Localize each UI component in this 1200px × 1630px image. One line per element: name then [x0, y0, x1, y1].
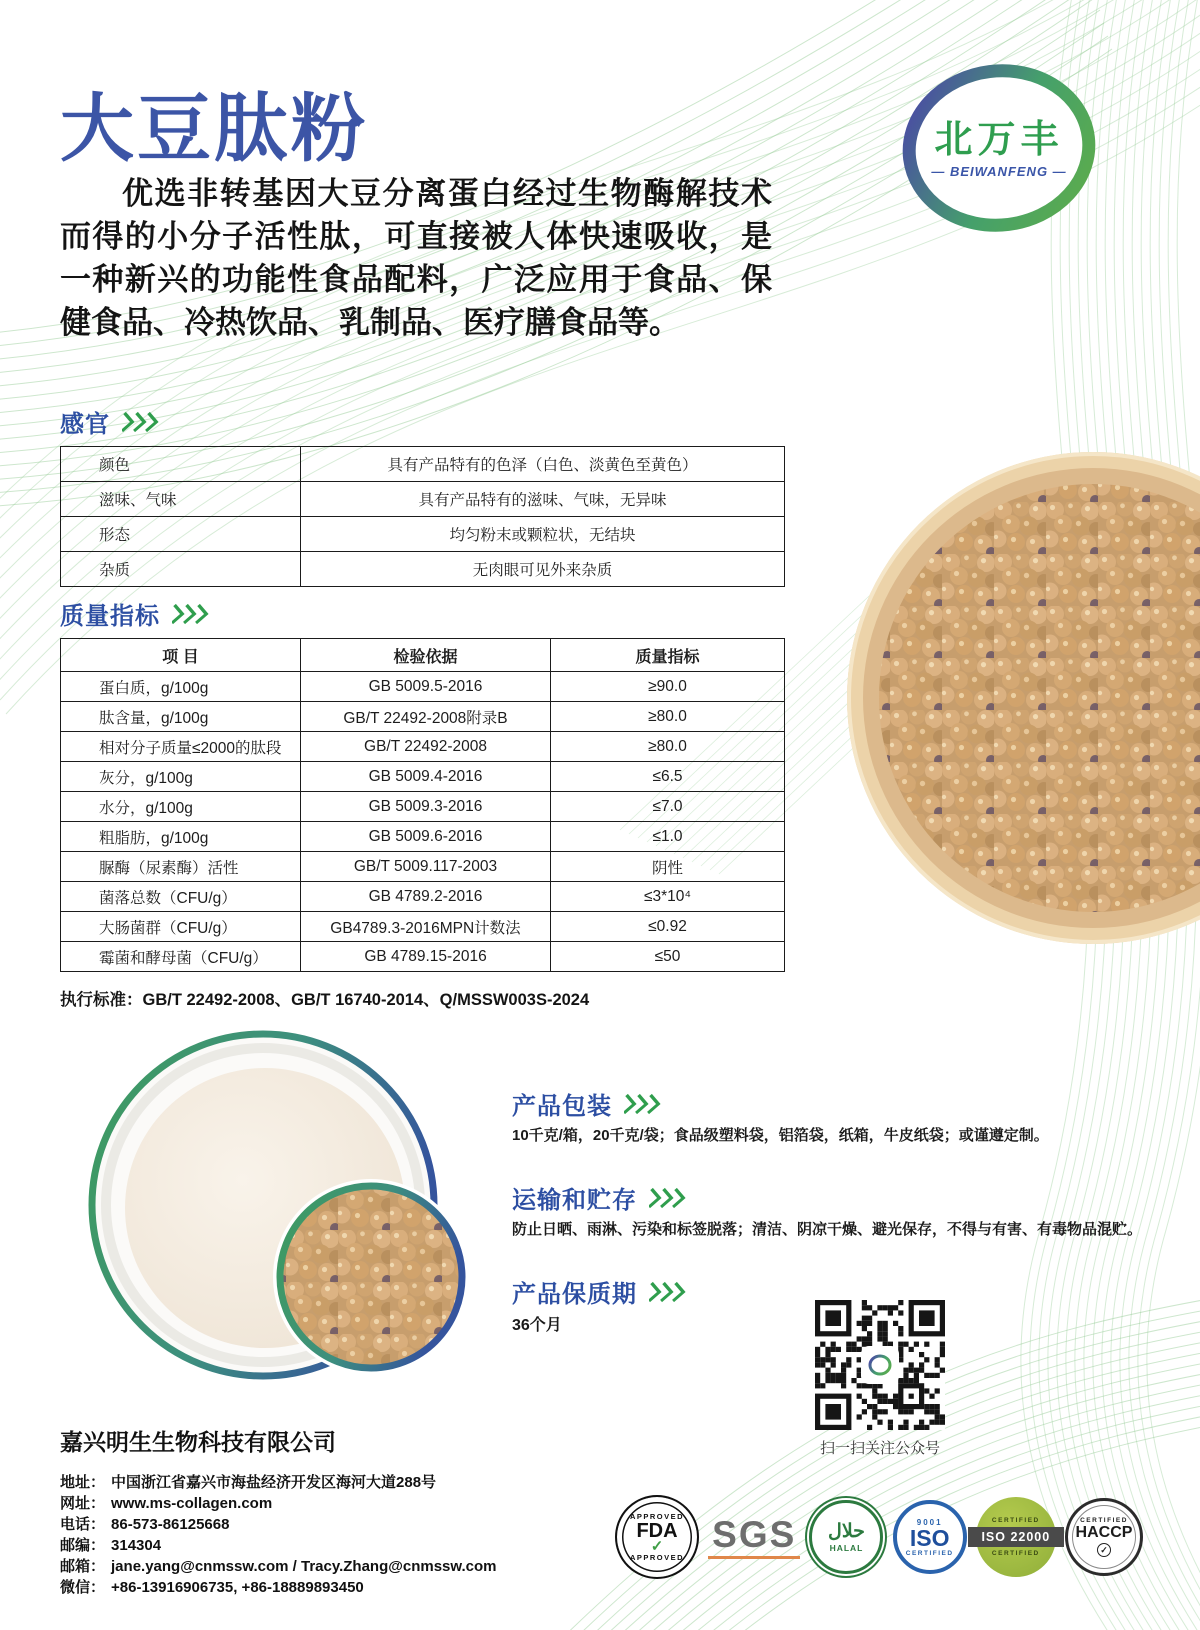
intro-paragraph: 优选非转基因大豆分离蛋白经过生物酶解技术而得的小分子活性肽，可直接被人体快速吸收，是一种新兴的功能性食品配料，广泛应用于食品、保健食品、冷热饮品、乳制品、医疗膳食品等。 [60, 176, 772, 340]
cell-spec: ≤3*10⁴ [551, 882, 785, 912]
table-row [61, 792, 785, 822]
triple-chevron-icon [649, 1186, 689, 1210]
cell-basis: GB 5009.3-2016 [301, 792, 551, 822]
triple-chevron-icon [624, 1092, 664, 1116]
table-row [61, 942, 785, 972]
qr-caption: 扫一扫关注公众号 [819, 1440, 940, 1457]
packaging-body: 10千克/箱，20千克/袋；食品级塑料袋，铝箔袋，纸箱，牛皮纸袋；或谨遵定制。 [512, 1127, 1049, 1144]
col-header: 检验依据 [301, 639, 551, 672]
cell-spec: ≥80.0 [551, 702, 785, 732]
cell-basis: GB 4789.2-2016 [301, 882, 551, 912]
cell-item: 颜色 [61, 447, 301, 482]
cell-basis: GB 5009.4-2016 [301, 762, 551, 792]
cell-basis: GB 5009.6-2016 [301, 822, 551, 852]
col-header: 质量指标 [551, 639, 785, 672]
cell-item: 霉菌和酵母菌（CFU/g） [61, 942, 301, 972]
cell-item: 形态 [61, 517, 301, 552]
company-field-postcode: 邮编： 314304 [60, 1537, 162, 1554]
triple-chevron-icon [122, 410, 162, 434]
section-shelf-life-heading [512, 1274, 689, 1309]
table-row [61, 822, 785, 852]
table-row [61, 882, 785, 912]
iso-22000-badge: CERTIFIED ISO 22000 CERTIFIED [976, 1497, 1056, 1577]
cell-basis: GB 4789.15-2016 [301, 942, 551, 972]
table-row [61, 482, 785, 517]
table-row [61, 912, 785, 942]
cell-item: 相对分子质量≤2000的肽段 [61, 732, 301, 762]
certification-badges [615, 1492, 1143, 1582]
cell-spec: ≥80.0 [551, 732, 785, 762]
section-title: 质量指标 [60, 603, 160, 630]
cell-spec: 阴性 [551, 852, 785, 882]
logo-english-name: — BEIWANFENG — [931, 164, 1067, 179]
standards-line: 执行标准：GB/T 22492-2008、GB/T 16740-2014、Q/MSSW003S-2024 [60, 991, 590, 1009]
table-row [61, 762, 785, 792]
cell-basis: GB4789.3-2016MPN计数法 [301, 912, 551, 942]
qr-center-logo [863, 1348, 897, 1382]
cell-item: 灰分，g/100g [61, 762, 301, 792]
company-field-address: 地址： 中国浙江省嘉兴市海盐经济开发区海河大道288号 [60, 1474, 437, 1491]
halal-badge: حلال HALAL [809, 1500, 883, 1574]
cell-spec: 具有产品特有的色泽（白色、淡黄色至黄色） [301, 447, 785, 482]
company-name: 嘉兴明生生物科技有限公司 [60, 1429, 336, 1455]
section-packaging-heading [512, 1086, 664, 1121]
section-storage-heading [512, 1180, 689, 1215]
iso-9001-badge: 9001 ISO CERTIFIED [893, 1500, 967, 1574]
shelf-life-body: 36个月 [512, 1317, 562, 1334]
cell-spec: ≤1.0 [551, 822, 785, 852]
cell-item: 粗脂肪，g/100g [61, 822, 301, 852]
cell-basis: GB/T 22492-2008附录B [301, 702, 551, 732]
company-field-website: 网址： www.ms-collagen.com [60, 1495, 273, 1512]
wechat-qr-code [815, 1300, 945, 1430]
beiwanfeng-logo [900, 60, 1098, 236]
section-title: 产品保质期 [512, 1281, 637, 1308]
triple-chevron-icon [172, 602, 212, 626]
company-field-phone: 电话： 86-573-86125668 [60, 1516, 230, 1533]
cell-item: 脲酶（尿素酶）活性 [61, 852, 301, 882]
cell-spec: ≤50 [551, 942, 785, 972]
table-row [61, 447, 785, 482]
triple-chevron-icon [649, 1280, 689, 1304]
sensory-table [60, 446, 785, 587]
check-icon: ✓ [650, 1538, 664, 1555]
section-title: 运输和贮存 [512, 1187, 637, 1214]
table-row [61, 732, 785, 762]
logo-chinese-name: 北万丰 [934, 119, 1064, 161]
quality-table [60, 638, 785, 972]
cell-item: 水分，g/100g [61, 792, 301, 822]
table-row [61, 702, 785, 732]
fda-approved-badge: APPROVED FDA ✓ APPROVED [615, 1495, 699, 1579]
cell-item: 滋味、气味 [61, 482, 301, 517]
cell-spec: ≤7.0 [551, 792, 785, 822]
section-title: 感官 [60, 411, 110, 438]
table-row [61, 672, 785, 702]
cell-spec: ≤0.92 [551, 912, 785, 942]
table-row [61, 552, 785, 587]
col-header: 项 目 [61, 639, 301, 672]
company-info [60, 1424, 497, 1598]
cell-basis: GB 5009.5-2016 [301, 672, 551, 702]
storage-body: 防止日晒、雨淋、污染和标签脱落；清洁、阴凉干燥、避光保存，不得与有害、有毒物品混贮。 [512, 1221, 1143, 1238]
table-header-row [61, 639, 785, 672]
cell-spec: ≤6.5 [551, 762, 785, 792]
check-icon: ✓ [1097, 1543, 1111, 1557]
company-field-email: 邮箱： jane.yang@cnmssw.com / Tracy.Zhang@cnmssw.com [60, 1558, 497, 1575]
cell-item: 肽含量，g/100g [61, 702, 301, 732]
page-title: 大豆肽粉 [60, 87, 368, 170]
soybeans-bowl-image [838, 450, 1200, 950]
cell-item: 大肠菌群（CFU/g） [61, 912, 301, 942]
company-field-wechat: 微信： +86-13916906735, +86-18889893450 [60, 1579, 364, 1596]
cell-item: 蛋白质，g/100g [61, 672, 301, 702]
sgs-badge: SGS [708, 1516, 800, 1559]
section-quality-heading [60, 596, 212, 631]
product-powder-image [78, 1022, 478, 1382]
cell-spec: 均匀粉末或颗粒状，无结块 [301, 517, 785, 552]
logo-ring-icon [867, 1353, 893, 1377]
cell-item: 杂质 [61, 552, 301, 587]
table-row [61, 517, 785, 552]
cell-spec: 具有产品特有的滋味、气味，无异味 [301, 482, 785, 517]
cell-spec: ≥90.0 [551, 672, 785, 702]
section-title: 产品包装 [512, 1093, 612, 1120]
table-row [61, 852, 785, 882]
cell-spec: 无肉眼可见外来杂质 [301, 552, 785, 587]
cell-basis: GB/T 5009.117-2003 [301, 852, 551, 882]
section-sensory-heading [60, 404, 162, 439]
cell-basis: GB/T 22492-2008 [301, 732, 551, 762]
haccp-badge: CERTIFIED HACCP ✓ [1065, 1498, 1143, 1576]
cell-item: 菌落总数（CFU/g） [61, 882, 301, 912]
